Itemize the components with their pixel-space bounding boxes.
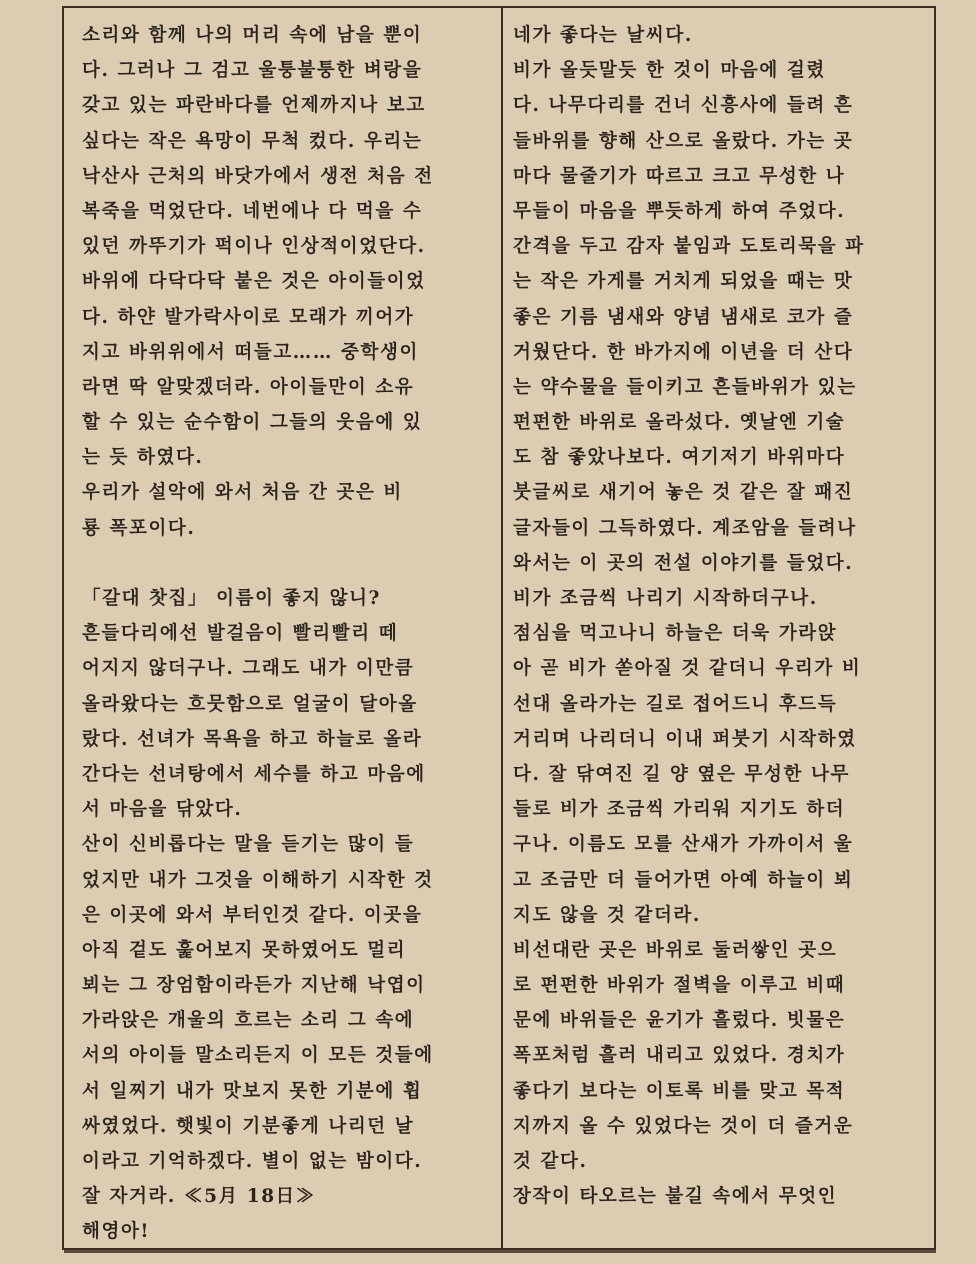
text-line: 네가 좋다는 날씨다. [513,25,693,46]
text-line: 어지지 않더구나. 그래도 내가 이만큼 [82,658,415,680]
text-line: 잘 자거라. ≪5月 18日≫ [82,1186,316,1208]
text-line: 선대 올라가는 길로 접어드니 후드득 [513,693,838,715]
text-line: 것 같다. [513,1151,588,1172]
text-line: 점심을 먹고나니 하늘은 더욱 가라앉 [513,623,838,645]
text-line: 룡 폭포이다. [82,517,196,539]
text-line: 간격을 두고 감자 붙임과 도토리묵을 파 [513,236,865,258]
text-line: 아직 겉도 훑어보지 못하였어도 멀리 [82,939,407,961]
text-line: 낙산사 근처의 바닷가에서 생전 처음 전 [82,165,434,187]
text-line: 바위에 다닥다닥 붙은 것은 아이들이었 [82,271,426,293]
text-line: 는 약수물을 들이키고 흔들바위가 있는 [513,376,857,398]
text-line: 은 이곳에 와서 부터인것 같다. 이곳을 [82,904,423,926]
text-line: 었지만 내가 그것을 이해하기 시작한 것 [82,869,434,891]
text-line: 도 참 좋았나보다. 여기저기 바위마다 [513,447,846,469]
right-text-column [513,18,913,1214]
text-line: 올라왔다는 흐뭇함으로 얼굴이 달아올 [82,693,418,715]
text-line: 소리와 함께 나의 머리 속에 남을 뿐이 [82,25,423,46]
text-line: 좋다기 보다는 이토록 비를 맞고 목적 [513,1080,846,1102]
text-line: 다. 나무다리를 건너 신흥사에 들려 흔 [513,95,854,117]
text-line: 글자들이 그득하였다. 계조암을 들려나 [513,517,857,539]
text-line: 비가 조금씩 나리기 시작하더구나. [513,588,818,609]
text-line: 가라앉은 개울의 흐르는 소리 그 속에 [82,1010,415,1032]
text-line: 비가 올듯말듯 한 것이 마음에 걸렸 [513,60,826,82]
text-line: 복죽을 먹었단다. 네번에나 다 먹을 수 [82,200,423,222]
text-line: 좋은 기름 냄새와 양념 냄새로 코가 즐 [513,306,854,328]
text-line: 산이 신비롭다는 말을 듣기는 많이 들 [82,834,415,856]
text-line: 들로 비가 조금씩 가리워 지기도 하더 [513,799,846,821]
text-line: 마다 물줄기가 따르고 크고 무성한 나 [513,165,846,187]
text-line: 다. 그러나 그 검고 울퉁불퉁한 벼랑을 [82,60,423,82]
text-line: 우리가 설악에 와서 처음 간 곳은 비 [82,482,403,504]
text-line: 싸였었다. 햇빛이 기분좋게 나리던 날 [82,1115,415,1137]
text-line: 해영아! [82,1221,151,1243]
text-line: 지도 않을 것 같더라. [513,904,701,926]
text-line: 서 일찌기 내가 맛보지 못한 기분에 휩 [82,1080,423,1102]
left-text-column [82,18,480,1250]
text-line: 지까지 올 수 있었다는 것이 더 즐거운 [513,1115,854,1137]
text-line: 서의 아이들 말소리든지 이 모든 것들에 [82,1045,434,1067]
text-line: 서 마음을 닦았다. [82,799,243,821]
text-line: 와서는 이 곳의 전설 이야기를 들었다. [513,552,854,574]
text-line: 붓글씨로 새기어 놓은 것 같은 잘 패진 [513,482,854,504]
text-line: 구나. 이름도 모를 산새가 가까이서 울 [513,834,854,856]
text-line: 흔들다리에선 발걸음이 빨리빨리 떼 [82,623,399,645]
text-line: 고 조금만 더 들어가면 아예 하늘이 뵈 [513,869,854,891]
text-line: 할 수 있는 순수함이 그들의 웃음에 있 [82,412,423,434]
text-line: 랐다. 선녀가 목욕을 하고 하늘로 올라 [82,728,423,750]
text-line: 아 곧 비가 쏟아질 것 같더니 우리가 비 [513,658,862,680]
text-line: 라면 딱 알맞겠더라. 아이들만이 소유 [82,376,415,398]
text-line: 문에 바위들은 윤기가 흘렀다. 빗물은 [513,1010,846,1032]
text-line: 있던 까뚜기가 퍽이나 인상적이었단다. [82,236,426,258]
text-line: 갖고 있는 파란바다를 언제까지나 보고 [82,95,426,117]
text-line: 비선대란 곳은 바위로 둘러쌓인 곳으 [513,939,838,961]
text-line: 폭포처럼 흘러 내리고 있었다. 경치가 [513,1045,846,1067]
text-line: 무들이 마음을 뿌듯하게 하여 주었다. [513,200,846,222]
text-line: 는 작은 가게를 거치게 되었을 때는 맛 [513,271,854,293]
text-line: 장작이 타오르는 불길 속에서 무엇인 [513,1186,838,1208]
text-line: 이라고 기억하겠다. 별이 없는 밤이다. [82,1151,423,1172]
text-line: 펀펀한 바위로 올라섰다. 옛날엔 기술 [513,412,846,434]
text-line: 다. 하얀 발가락사이로 모래가 끼어가 [82,306,415,328]
column-divider [501,8,503,1248]
text-line: 간다는 선녀탕에서 세수를 하고 마음에 [82,763,426,785]
text-line: 지고 바위위에서 떠들고…… 중학생이 [82,341,419,363]
text-line: 들바위를 향해 산으로 올랐다. 가는 곳 [513,130,854,152]
text-line: 뵈는 그 장엄함이라든가 지난해 낙엽이 [82,975,426,997]
text-line [82,546,480,581]
text-line: 는 듯 하였다. [82,447,204,469]
text-line: 「갈대 찻집」 이름이 좋지 않니? [82,588,381,609]
frame-bottom-shadow [64,1250,936,1253]
text-line: 거웠단다. 한 바가지에 이년을 더 산다 [513,341,854,363]
text-line: 거리며 나리더니 이내 퍼붓기 시작하였 [513,728,857,750]
text-line: 로 펀펀한 바위가 절벽을 이루고 비때 [513,975,846,997]
text-line: 다. 잘 닦여진 길 양 옆은 무성한 나무 [513,763,850,785]
text-line: 싶다는 작은 욕망이 무척 컸다. 우리는 [82,130,423,152]
